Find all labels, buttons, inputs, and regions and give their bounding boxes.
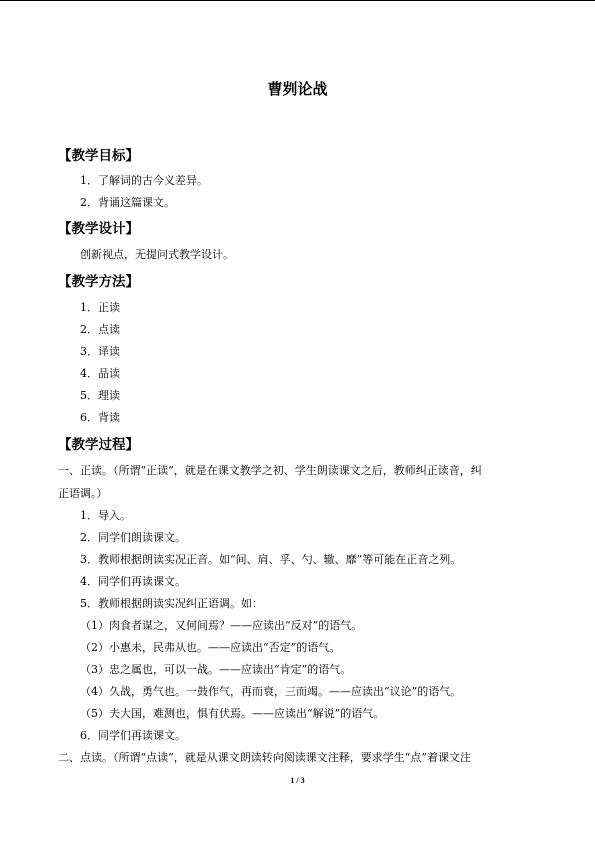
method-item: 4．品读 [80,367,120,380]
heading-process: 【教学过程】 [58,437,139,453]
process-step: 6．同学们再读课文。 [80,729,186,742]
process-step: 1．导入。 [80,509,131,522]
page-number: 1 / 3 [290,776,305,785]
tone-example: （1）肉食者谋之，又何间焉？——应读出“反对”的语气。 [80,619,363,632]
process-intro: 一、正读。（所谓“正读”，就是在课文教学之初、学生朗读课文之后，教师纠正读音，纠 [58,464,482,477]
process-step: 4．同学们再读课文。 [80,575,186,588]
tone-example: （5）夫大国，难测也，惧有伏焉。——应读出“解说”的语气。 [80,707,385,720]
method-item: 2．点读 [80,323,120,336]
heading-methods: 【教学方法】 [58,274,139,290]
method-item: 6．背读 [80,411,120,424]
tone-example: （4）久战，勇气也。一鼓作气，再而衰，三而竭。——应读出“议论”的语气。 [80,685,462,698]
process-step: 3．教师根据朗读实况正音。如“间、肩、孚、勺、辙、靡”等可能在正音之列。 [80,553,462,566]
process-step: 5．教师根据朗读实况纠正语调。如： [80,597,263,610]
method-item: 3．译读 [80,345,120,358]
process-part2: 二、点读。（所谓“点读”，就是从课文朗读转向阅读课文注释，要求学生“点”着课文注 [58,751,471,764]
goal-item: 2．背诵这篇课文。 [80,196,175,209]
top-rule [0,0,595,1]
method-item: 1．正读 [80,301,120,314]
process-intro: 正语调。） [58,487,108,500]
heading-goals: 【教学目标】 [58,148,139,164]
process-step: 2．同学们朗读课文。 [80,531,186,544]
tone-example: （2）小惠未，民弗从也。——应读出“否定”的语气。 [80,641,341,654]
tone-example: （3）忠之属也，可以一战。——应读出“肯定”的语气。 [80,663,352,676]
design-text: 创新视点，无提问式教学设计。 [80,248,234,261]
document-title: 曹刿论战 [267,80,328,98]
goal-item: 1．了解词的古今义差异。 [80,174,208,187]
heading-design: 【教学设计】 [58,221,139,237]
method-item: 5．理读 [80,389,120,402]
